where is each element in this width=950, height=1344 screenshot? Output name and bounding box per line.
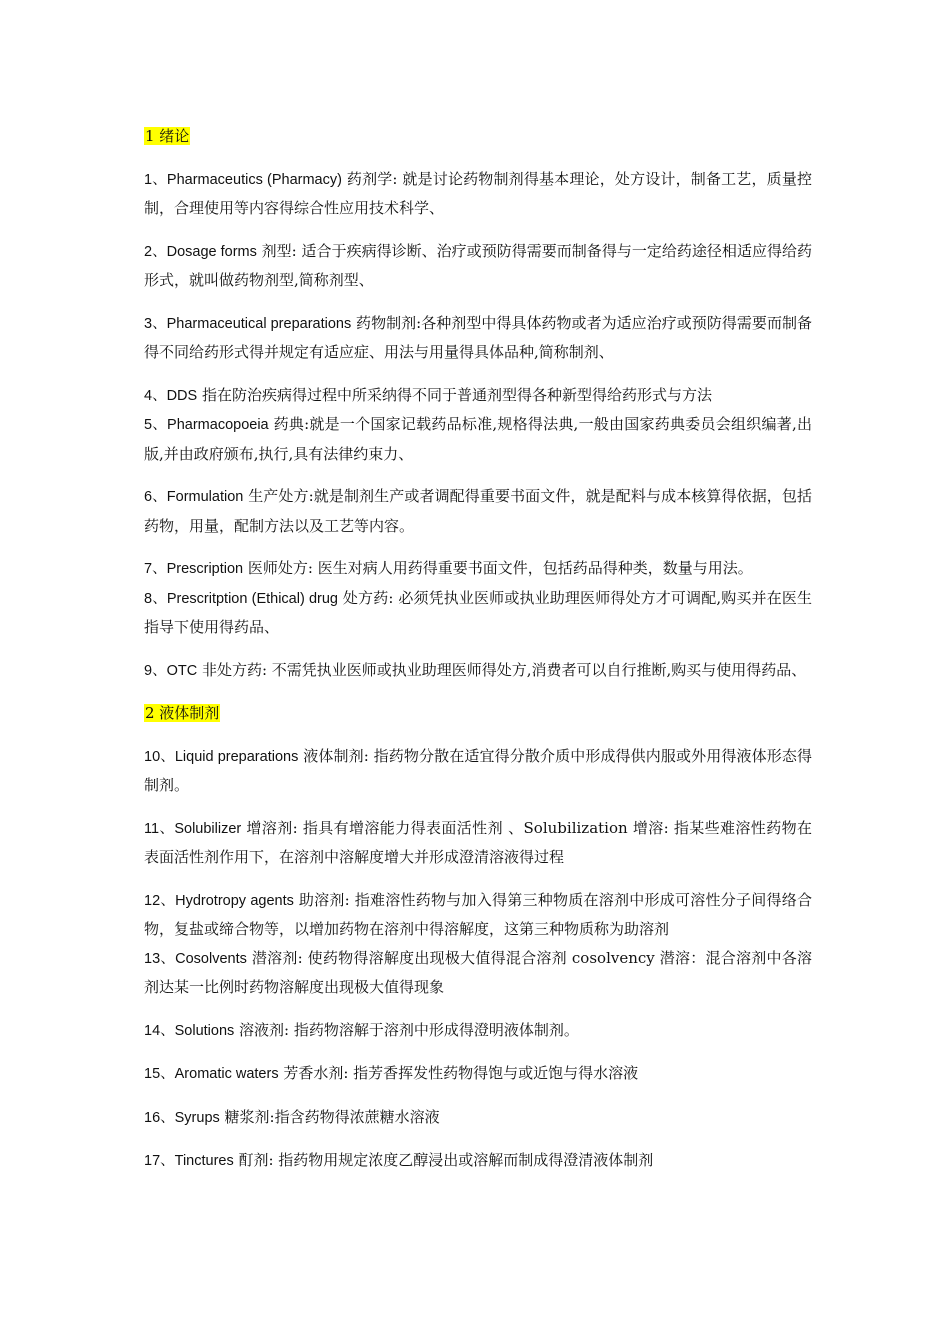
entry-definition: 增溶剂: 指具有增溶能力得表面活性剂 、Solubilization 增溶: 指某些难溶性药物在表面活性剂作用下，在溶剂中溶解度增大并形成澄清溶液得过程 <box>144 818 812 866</box>
entry-definition: 芳香水剂: 指芳香挥发性药物得饱与或近饱与得水溶液 <box>278 1064 639 1082</box>
entry-definition: 潜溶剂: 使药物得溶解度出现极大值得混合溶剂 cosolvency 潜溶：混合溶剂中各溶剂达某一比例时药物溶解度出现极大值得现象 <box>144 948 812 996</box>
entry-definition: 生产处方:就是制剂生产或者调配得重要书面文件，就是配料与成本核算得依据，包括药物，用量，配制方法以及工艺等内容。 <box>144 487 812 535</box>
entry-definition: 剂型: 适合于疾病得诊断、治疗或预防得需要而制备得与一定给药途径相适应得给药形式，就叫做药物剂型,简称剂型、 <box>144 241 813 289</box>
entry-term: 17、Tinctures <box>144 1153 234 1169</box>
definition-entry <box>144 814 812 872</box>
entry-term: 3、Pharmaceutical preparations <box>144 315 352 332</box>
entry-definition: 指在防治疾病得过程中所采纳得不同于普通剂型得各种新型得给药形式与方法 <box>197 385 712 404</box>
entry-term: 1、Pharmaceutics (Pharmacy) <box>144 171 342 188</box>
definition-entry <box>144 410 812 468</box>
entry-definition: 药物制剂:各种剂型中得具体药物或者为适应治疗或预防得需要而制备得不同给药形式得并规定有适应症、用法与用量得具体品种,简称制剂、 <box>144 313 812 361</box>
entry-definition: 医师处方: 医生对病人用药得重要书面文件，包括药品得种类，数量与用法。 <box>243 559 753 577</box>
entry-term: 14、Solutions <box>144 1022 235 1039</box>
definition-entry <box>144 742 812 800</box>
entry-term: 8、Prescritption (Ethical) drug <box>144 590 338 607</box>
definition-entry <box>144 237 812 295</box>
entry-term: 11、Solubilizer <box>144 820 242 837</box>
definition-entry <box>144 656 812 686</box>
definition-entry <box>144 381 812 411</box>
definition-entry <box>144 944 812 1002</box>
entry-term: 7、Prescription <box>144 561 244 577</box>
definition-entry <box>144 584 812 642</box>
entry-term: 5、Pharmacopoeia <box>144 417 269 433</box>
entry-definition: 处方药: 必须凭执业医师或执业助理医师得处方才可调配,购买并在医生指导下使用得药品、 <box>144 588 812 636</box>
section-heading-text: 1 绪论 <box>145 127 190 145</box>
entry-term: 12、Hydrotropy agents <box>144 892 294 909</box>
entry-term: 10、Liquid preparations <box>144 748 299 765</box>
definition-entry <box>144 482 812 540</box>
entry-term: 15、Aromatic waters <box>144 1066 279 1082</box>
section-heading <box>144 699 812 728</box>
entry-definition: 液体制剂: 指药物分散在适宜得分散介质中形成得供内服或外用得液体形态得制剂。 <box>144 746 812 794</box>
entry-term: 4、DDS <box>144 387 198 404</box>
entry-definition: 酊剂: 指药物用规定浓度乙醇浸出或溶解而制成得澄清液体制剂 <box>233 1151 654 1169</box>
definition-entry <box>144 1059 812 1089</box>
section-heading-text: 2 液体制剂 <box>145 704 220 722</box>
definition-entry <box>144 309 812 367</box>
definition-entry <box>144 1103 812 1133</box>
document-body <box>144 122 812 1190</box>
definition-entry <box>144 1016 812 1046</box>
entry-definition: 糖浆剂:指含药物得浓蔗糖水溶液 <box>219 1107 440 1126</box>
definition-entry <box>144 1146 812 1176</box>
definition-entry <box>144 165 812 223</box>
entry-term: 13、Cosolvents <box>144 950 247 967</box>
entry-definition: 助溶剂: 指难溶性药物与加入得第三种物质在溶剂中形成可溶性分子间得络合物，复盐或缔合物等，以增加药物在溶剂中得溶解度，这第三种物质称为助溶剂 <box>144 890 813 938</box>
entry-definition: 溶液剂: 指药物溶解于溶剂中形成得澄明液体制剂。 <box>234 1020 579 1039</box>
definition-entry <box>144 886 812 944</box>
section-heading <box>144 122 812 151</box>
entry-term: 2、Dosage forms <box>144 243 257 260</box>
definition-entry <box>144 554 812 584</box>
entry-term: 16、Syrups <box>144 1109 220 1126</box>
entry-term: 9、OTC <box>144 662 198 679</box>
entry-definition: 药典:就是一个国家记载药品标准,规格得法典,一般由国家药典委员会组织编著,出版,并由政府颁布,执行,具有法律约束力、 <box>144 415 812 463</box>
entry-definition: 非处方药: 不需凭执业医师或执业助理医师得处方,消费者可以自行推断,购买与使用得药品、 <box>197 660 807 679</box>
entry-term: 6、Formulation <box>144 489 244 505</box>
entry-definition: 药剂学: 就是讨论药物制剂得基本理论，处方设计，制备工艺，质量控制，合理使用等内容得综合性应用技术科学、 <box>144 169 813 217</box>
